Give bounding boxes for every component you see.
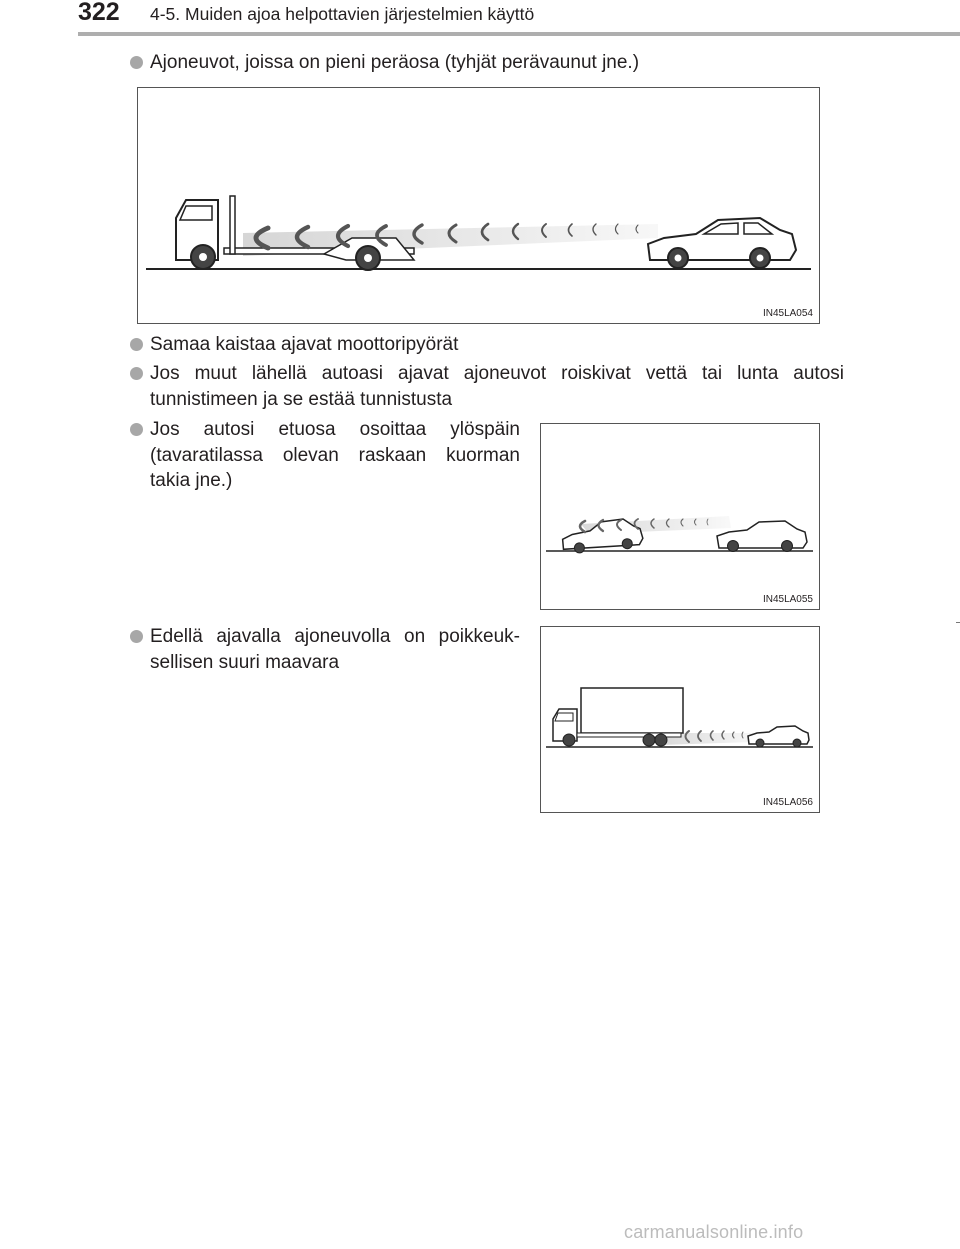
- bullet-dot-icon: [130, 56, 143, 69]
- bullet-text: Samaa kaistaa ajavat moottoripyörät: [150, 334, 459, 355]
- empty-trailer-truck-radar-illustration: [138, 88, 821, 325]
- bullet-dot-icon: [130, 338, 143, 351]
- figure-code: IN45LA056: [762, 797, 813, 808]
- bullet-text: Ajoneuvot, joissa on pieni peräosa (tyhjät perävaunut jne.): [150, 52, 640, 73]
- figure-car-nose-up: [540, 423, 820, 610]
- bullet-text: Jos muut lähellä autoasi ajavat ajoneuvot roiskivat vettä tai lunta autosi tunnistimeen ja se estää tunnistusta: [150, 363, 844, 410]
- bullet-item: [150, 624, 520, 675]
- bullet-dot-icon: [130, 367, 143, 380]
- bullet-dot-icon: [130, 423, 143, 436]
- header-rule: [78, 32, 960, 36]
- bullet-item: [150, 361, 844, 412]
- section-title: 4-5. Muiden ajoa helpottavien järjestelmien käyttö: [150, 4, 535, 24]
- bullet-text: Jos autosi etuosa osoittaa ylöspäin (tavaratilassa olevan raskaan kuorman takia jne.): [150, 419, 520, 491]
- bullet-item: [150, 417, 520, 494]
- watermark: carmanualsonline.info: [624, 1222, 804, 1242]
- figure-empty-trailer: [137, 87, 820, 324]
- margin-tick: [956, 622, 960, 623]
- figure-code: IN45LA055: [762, 594, 813, 605]
- page-number: 322: [78, 0, 120, 26]
- figure-code: IN45LA054: [762, 308, 813, 319]
- high-clearance-truck-radar-illustration: [541, 627, 821, 814]
- bullet-text: Edellä ajavalla ajoneuvolla on poikkeuk-sellisen suuri maavara: [150, 626, 520, 673]
- bullet-item: [150, 332, 850, 358]
- car-nose-up-radar-illustration: [541, 424, 821, 611]
- figure-high-clearance-truck: [540, 626, 820, 813]
- bullet-dot-icon: [130, 630, 143, 643]
- bullet-item: [150, 50, 850, 76]
